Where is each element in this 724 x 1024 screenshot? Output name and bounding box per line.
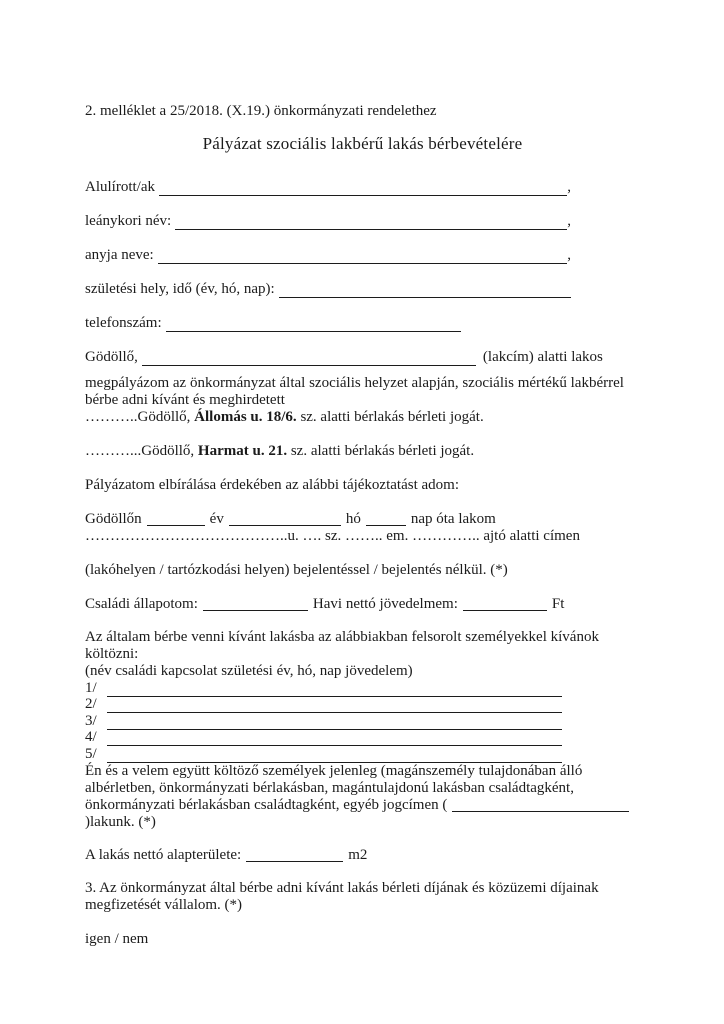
option-allomas-city: Gödöllő, (137, 409, 195, 425)
movein-hint: (név családi kapcsolat születési év, hó, nap jövedelem) (85, 663, 413, 679)
question3-answer: igen / nem (85, 930, 149, 947)
residence-year-blank (147, 512, 205, 526)
movein-row-3-number: 3/ (85, 712, 97, 729)
residence-month-label: hó (345, 511, 361, 527)
movein-row-4-number: 4/ (85, 729, 97, 746)
field-phone (85, 315, 640, 332)
current-housing-paragraph (85, 763, 640, 831)
field-mother-name-label: anyja neve: (85, 247, 154, 263)
option-harmat-city: Gödöllő, (141, 443, 198, 459)
movein-row-2-number: 2/ (85, 696, 97, 713)
residence-registration: (lakóhelyen / tartózkodási helyen) bejelentéssel / bejelentés nélkül. (*) (85, 562, 508, 578)
movein-row-4-blank (107, 729, 562, 746)
field-name-suffix: , (567, 179, 571, 195)
status-income-line (85, 596, 640, 613)
field-birth (85, 281, 571, 298)
option-allomas-rest: sz. alatti bérlakás bérleti jogát. (296, 409, 484, 425)
movein-row-5-blank (107, 746, 562, 763)
movein-row-5 (85, 746, 640, 763)
movein-row-1-number: 1/ (85, 679, 97, 696)
option-allomas (85, 409, 640, 426)
option-harmat-address: Harmat u. 21. (197, 443, 288, 459)
area-line (85, 847, 640, 864)
residence-duration-line (85, 511, 640, 528)
annex-reference: 2. melléklet a 25/2018. (X.19.) önkormányzati rendelethez (85, 103, 437, 119)
residence-month-blank (229, 512, 341, 526)
movein-row-5-number: 5/ (85, 745, 97, 762)
residence-year-label: év (209, 511, 224, 527)
field-address-blank (142, 349, 476, 366)
option-harmat-rest: sz. alatti bérlakás bérleti jogát. (287, 443, 475, 459)
current-housing-blank (452, 798, 629, 812)
movein-row-2 (85, 697, 640, 714)
info-intro: Pályázatom elbírálása érdekében az alábbi tájékoztatást adom: (85, 477, 459, 493)
field-maiden-name-suffix: , (567, 213, 571, 229)
marital-status-label: Családi állapotom: (85, 596, 198, 612)
field-address-label: Gödöllő, (85, 349, 138, 365)
field-birth-blank (279, 281, 571, 298)
field-name-blank (159, 179, 567, 196)
current-housing-text-1: Én és a velem együtt költöző személyek jelenleg (magánszemély tulajdonában álló albérletben, önkormányzati bérlakásban, magántulajdonú lakásban családtagként, önkormányzati bérlakásban családtagként, egyéb jogcímen ( (85, 762, 583, 813)
residence-day-blank (366, 512, 406, 526)
field-birth-label: születési hely, idő (év, hó, nap): (85, 281, 275, 297)
residence-day-label: nap óta lakom (410, 511, 496, 527)
field-phone-label: telefonszám: (85, 315, 162, 331)
field-mother-name-blank (158, 247, 568, 264)
field-name (85, 179, 571, 196)
field-maiden-name-label: leánykori név: (85, 213, 172, 229)
area-unit: m2 (348, 846, 368, 863)
marital-status-blank (203, 597, 308, 611)
field-mother-name-suffix: , (567, 247, 571, 263)
option-harmat (85, 443, 640, 460)
field-address (85, 349, 640, 366)
area-label: A lakás nettó alapterülete: (85, 846, 242, 863)
field-phone-blank (166, 315, 461, 332)
option-allomas-address: Állomás u. 18/6. (194, 409, 297, 425)
field-maiden-name-blank (175, 213, 567, 230)
document-title: Pályázat szociális lakbérű lakás bérbevételére (202, 134, 523, 153)
current-housing-text-2: )lakunk. (*) (85, 813, 156, 830)
income-blank (463, 597, 547, 611)
movein-row-3 (85, 713, 640, 730)
area-blank (246, 848, 343, 862)
question3-text: 3. Az önkormányzat által bérbe adni kívánt lakás bérleti díjának és közüzemi díjainak megfizetését vállalom. (*) (85, 879, 599, 913)
movein-row-3-blank (107, 713, 562, 730)
income-label: Havi nettó jövedelmem: (312, 596, 458, 612)
option-allomas-leader: ……….. (85, 409, 138, 425)
movein-row-1-blank (107, 680, 562, 697)
field-mother-name (85, 247, 571, 264)
field-name-label: Alulírott/ak (85, 179, 155, 195)
movein-row-2-blank (107, 696, 562, 713)
currency-label: Ft (551, 596, 565, 612)
field-address-suffix: (lakcím) alatti lakos (482, 349, 603, 365)
application-intro: megpályázom az önkormányzat által szociális helyzet alapján, szociális mértékű lakbérrel bérbe adni kívánt és meghirdetett (85, 375, 624, 408)
field-maiden-name (85, 213, 571, 230)
movein-intro: Az általam bérbe venni kívánt lakásba az alábbiakban felsorolt személyekkel kívánok költözni: (85, 629, 599, 662)
movein-row-1 (85, 680, 640, 697)
option-harmat-leader: ………... (85, 443, 142, 459)
residence-address-dotted: …………………………………..u. …. sz. …….. em. ………….. ajtó alatti címen (85, 528, 580, 544)
movein-row-4 (85, 730, 640, 747)
residence-city: Gödöllőn (85, 511, 142, 527)
